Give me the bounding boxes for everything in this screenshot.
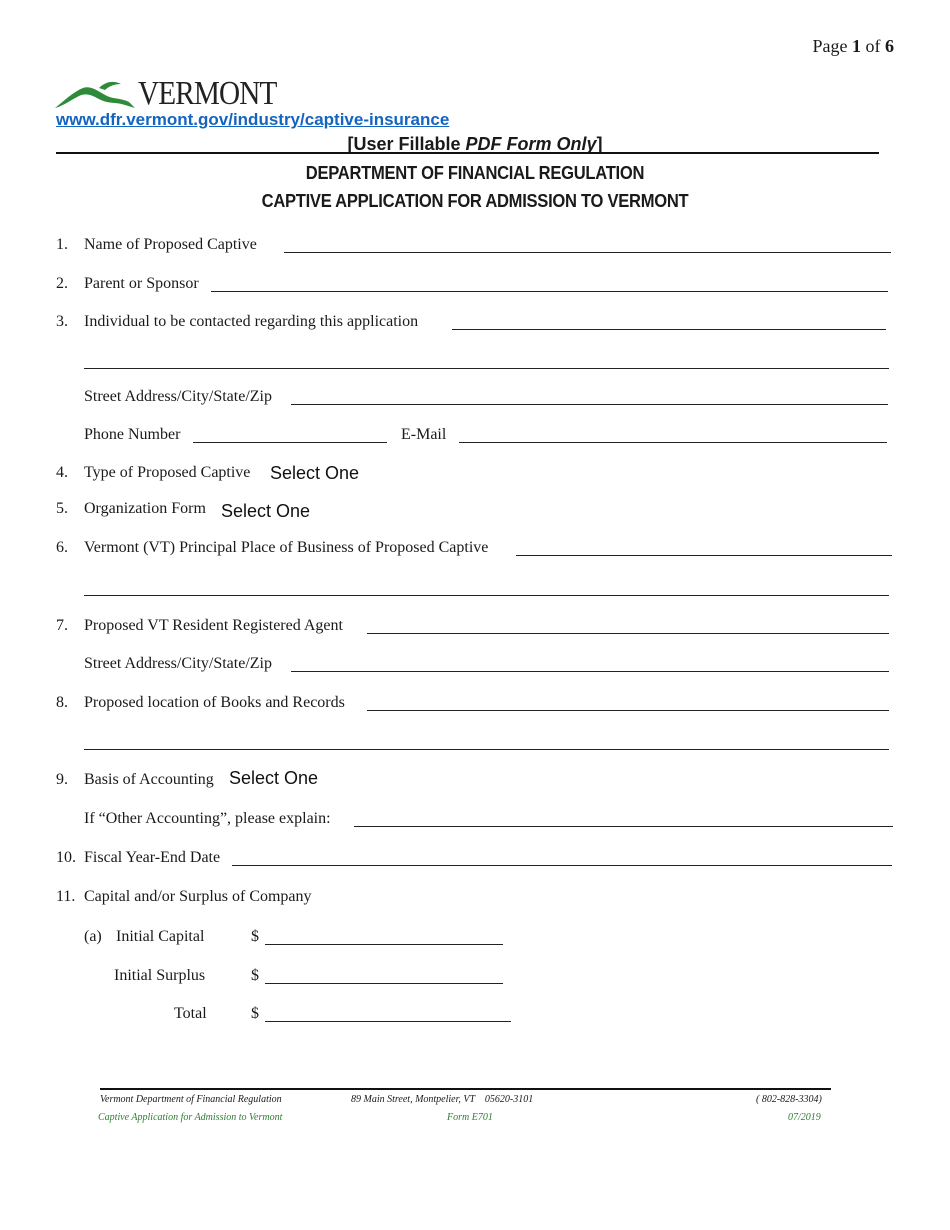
page-number: Page 1 of 6: [812, 36, 894, 56]
initial-surplus-label: Initial Surplus: [114, 967, 206, 984]
form-title: CAPTIVE APPLICATION FOR ADMISSION TO VERMONT: [261, 191, 689, 211]
subitem-a-marker: (a): [84, 928, 102, 945]
initial-surplus-field[interactable]: [265, 983, 503, 984]
item-9-number: 9.: [56, 771, 68, 788]
item-5-number: 5.: [56, 500, 68, 517]
item-2-label: Parent or Sponsor: [84, 275, 199, 292]
captive-name-field[interactable]: [284, 252, 891, 253]
footer-form-number: Form E701: [447, 1112, 493, 1123]
books-records-field-line2[interactable]: [84, 749, 889, 750]
contact-email-label: E-Mail: [401, 426, 447, 443]
logo-wordmark: VERMONT: [138, 75, 277, 112]
item-8-number: 8.: [56, 694, 68, 711]
contact-phone-label: Phone Number: [84, 426, 181, 443]
item-2-number: 2.: [56, 275, 68, 292]
accounting-basis-select[interactable]: Select One: [229, 768, 319, 788]
contact-individual-field-line2[interactable]: [84, 368, 889, 369]
agent-address-label: Street Address/City/State/Zip: [84, 655, 272, 672]
agent-address-field[interactable]: [291, 671, 889, 672]
item-9-label: Basis of Accounting: [84, 771, 214, 788]
dfr-website-link[interactable]: www.dfr.vermont.gov/industry/captive-insurance: [56, 110, 450, 129]
item-4-number: 4.: [56, 464, 68, 481]
footer-phone: ( 802-828-3304): [756, 1094, 822, 1105]
total-field[interactable]: [265, 1021, 511, 1022]
department-title: DEPARTMENT OF FINANCIAL REGULATION: [305, 163, 645, 183]
organization-form-select[interactable]: Select One: [221, 501, 311, 521]
item-11-label: Capital and/or Surplus of Company: [84, 888, 312, 905]
item-3-number: 3.: [56, 313, 68, 330]
item-1-number: 1.: [56, 236, 68, 253]
item-7-number: 7.: [56, 617, 68, 634]
contact-phone-field[interactable]: [193, 442, 387, 443]
contact-address-field[interactable]: [291, 404, 888, 405]
header-rule: [56, 152, 879, 154]
initial-capital-field[interactable]: [265, 944, 503, 945]
capital-currency: $: [251, 928, 259, 945]
item-6-label: Vermont (VT) Principal Place of Business of Proposed Captive: [84, 539, 489, 556]
principal-place-field[interactable]: [516, 555, 892, 556]
item-3-label: Individual to be contacted regarding this application: [84, 313, 419, 330]
item-1-label: Name of Proposed Captive: [84, 236, 257, 253]
other-accounting-label: If “Other Accounting”, please explain:: [84, 810, 331, 827]
captive-type-select[interactable]: Select One: [270, 463, 360, 483]
contact-address-label: Street Address/City/State/Zip: [84, 388, 272, 405]
footer-org: Vermont Department of Financial Regulation: [100, 1094, 282, 1105]
registered-agent-field[interactable]: [367, 633, 889, 634]
contact-individual-field[interactable]: [452, 329, 886, 330]
item-11-number: 11.: [56, 888, 76, 905]
item-7-label: Proposed VT Resident Registered Agent: [84, 617, 343, 634]
footer-rule: [100, 1088, 831, 1090]
footer-address: 89 Main Street, Montpelier, VT 05620-3101: [351, 1094, 534, 1105]
item-8-label: Proposed location of Books and Records: [84, 694, 345, 711]
item-4-label: Type of Proposed Captive: [84, 464, 251, 481]
item-10-label: Fiscal Year-End Date: [84, 849, 221, 866]
contact-email-field[interactable]: [459, 442, 887, 443]
fiscal-year-end-field[interactable]: [232, 865, 892, 866]
surplus-currency: $: [251, 967, 259, 984]
footer-doc-title: Captive Application for Admission to Vermont: [98, 1112, 283, 1123]
footer-date: 07/2019: [788, 1112, 821, 1123]
total-label: Total: [174, 1005, 207, 1022]
total-currency: $: [251, 1005, 259, 1022]
principal-place-field-line2[interactable]: [84, 595, 889, 596]
other-accounting-field[interactable]: [354, 826, 893, 827]
parent-sponsor-field[interactable]: [211, 291, 888, 292]
item-6-number: 6.: [56, 539, 68, 556]
fillable-notice: [User Fillable PDF Form Only]: [347, 134, 603, 154]
item-5-label: Organization Form: [84, 500, 206, 517]
mountain-logo-icon: [55, 78, 137, 110]
item-10-number: 10.: [56, 849, 76, 866]
initial-capital-label: Initial Capital: [116, 928, 205, 945]
books-records-field[interactable]: [367, 710, 889, 711]
